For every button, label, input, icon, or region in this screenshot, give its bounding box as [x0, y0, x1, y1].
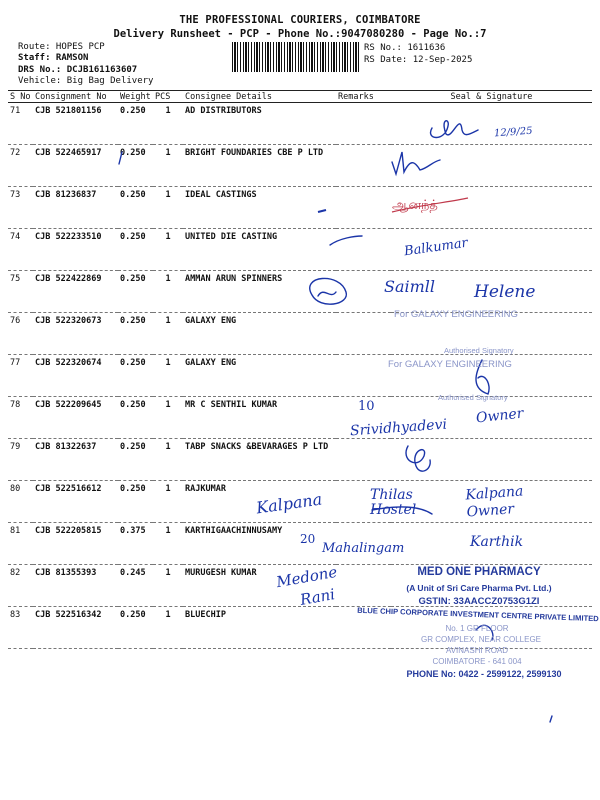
row-remarks	[336, 439, 391, 481]
handwritten-80-c: Kalpana Owner	[464, 483, 524, 521]
drs-number: DRS No.: DCJB161163607	[18, 65, 138, 75]
row-sno: 74	[8, 229, 33, 271]
row-remarks	[336, 103, 391, 145]
handwritten-name-75: Saimll	[384, 277, 436, 296]
row-consignee: KARTHIGAACHINNUSAMY	[183, 523, 336, 565]
row-sno: 79	[8, 439, 33, 481]
col-pcs: PCS	[153, 91, 183, 103]
row-consignment: CJB 81322637	[33, 439, 118, 481]
row-sno: 75	[8, 271, 33, 313]
handwritten-date-71: 12/9/25	[493, 125, 533, 140]
row-remarks	[336, 229, 391, 271]
row-sno: 72	[8, 145, 33, 187]
col-consignment: Consignment No	[33, 91, 118, 103]
company-title: THE PROFESSIONAL COURIERS, COIMBATORE	[179, 14, 421, 26]
row-consignee: GALAXY ENG	[183, 313, 336, 355]
medone-stamp-title: MED ONE PHARMACY	[417, 566, 541, 578]
row-weight: 0.250	[118, 355, 153, 397]
row-consignment: CJB 522465917	[33, 145, 118, 187]
galaxy-stamp-1: For GALAXY ENGINEERING	[394, 309, 518, 320]
row-pcs: 1	[153, 523, 183, 565]
row-consignee: IDEAL CASTINGS	[183, 187, 336, 229]
galaxy-auth-1: Authorised Signatory	[444, 346, 514, 355]
row-consignee: MURUGESH KUMAR	[183, 565, 336, 607]
row-consignment: CJB 522233510	[33, 229, 118, 271]
table-row	[8, 229, 592, 271]
table-header-row	[8, 91, 592, 103]
col-consignee: Consignee Details	[183, 91, 336, 103]
handwritten-name-78: Srividhyadevi	[349, 416, 448, 440]
row-consignment: CJB 522422869	[33, 271, 118, 313]
row-consignment: CJB 81355393	[33, 565, 118, 607]
row-weight: 0.250	[118, 607, 153, 649]
row-consignee: MR C SENTHIL KUMAR	[183, 397, 336, 439]
handwritten-name2-75: Helene	[474, 282, 536, 302]
row-consignment: CJB 522205815	[33, 523, 118, 565]
row-pcs: 1	[153, 187, 183, 229]
row-consignee: BRIGHT FOUNDARIES CBE P LTD	[183, 145, 336, 187]
row-pcs: 1	[153, 271, 183, 313]
row-consignee: AMMAN ARUN SPINNERS	[183, 271, 336, 313]
row-remarks	[336, 187, 391, 229]
row-consignment: CJB 81236837	[33, 187, 118, 229]
row-sno: 76	[8, 313, 33, 355]
row-weight: 0.250	[118, 229, 153, 271]
col-remarks: Remarks	[336, 91, 391, 103]
bluechip-stamp-phone: PHONE No: 0422 - 2599122, 2599130	[406, 669, 562, 679]
row-weight: 0.250	[118, 397, 153, 439]
barcode	[232, 42, 360, 72]
handwritten-number-78: 10	[358, 399, 375, 414]
row-remarks	[336, 313, 391, 355]
row-seal-signature	[391, 145, 592, 187]
row-consignment: CJB 522209645	[33, 397, 118, 439]
row-pcs: 1	[153, 565, 183, 607]
handwritten-role-78: Owner	[475, 405, 525, 427]
handwritten-name-73: ஆனந்த்	[392, 198, 438, 213]
row-weight: 0.250	[118, 103, 153, 145]
row-pcs: 1	[153, 229, 183, 271]
table-row	[8, 145, 592, 187]
row-consignment: CJB 522320674	[33, 355, 118, 397]
handwritten-name-74: Balkumar	[403, 235, 469, 260]
col-seal-signature: Seal & Signature	[391, 91, 592, 103]
row-pcs: 1	[153, 439, 183, 481]
handwritten-80-a: Kalpana	[255, 489, 324, 518]
row-weight: 0.250	[118, 145, 153, 187]
row-weight: 0.250	[118, 439, 153, 481]
galaxy-stamp-2: For GALAXY ENGINEERING	[388, 359, 512, 370]
medone-stamp-sub: (A Unit of Sri Care Pharma Pvt. Ltd.)	[406, 583, 552, 593]
row-weight: 0.375	[118, 523, 153, 565]
handwritten-name-81: Mahalingam	[322, 541, 405, 556]
bluechip-stamp-title: BLUE CHIP CORPORATE INVESTMENT CENTRE PRIVATE LIMITED	[357, 605, 599, 624]
row-consignee: RAJKUMAR	[183, 481, 336, 523]
handwritten-82-a: Medone	[274, 562, 339, 592]
staff-label: Staff: RAMSON	[18, 53, 89, 63]
rs-number: RS No.: 1611636	[364, 43, 446, 53]
rs-date: RS Date: 12-Sep-2025	[364, 55, 473, 65]
row-remarks	[336, 271, 391, 313]
row-seal-signature	[391, 103, 592, 145]
row-sno: 81	[8, 523, 33, 565]
row-pcs: 1	[153, 355, 183, 397]
row-pcs: 1	[153, 481, 183, 523]
handwritten-82-b: Rani	[298, 585, 337, 609]
bluechip-stamp-line3: AVINASHI ROAD	[445, 646, 509, 655]
bluechip-stamp-line4: COIMBATORE - 641 004	[432, 657, 522, 666]
row-weight: 0.250	[118, 481, 153, 523]
runsheet-subtitle: Delivery Runsheet - PCP - Phone No.:9047080280 - Page No.:7	[113, 28, 487, 40]
medone-stamp-gstin: GSTIN: 33AACCZ0753G1ZI	[418, 596, 540, 607]
row-weight: 0.250	[118, 313, 153, 355]
row-pcs: 1	[153, 145, 183, 187]
row-consignee: UNITED DIE CASTING	[183, 229, 336, 271]
table-row	[8, 439, 592, 481]
galaxy-auth-2: Authorised Signatory	[438, 393, 508, 402]
row-pcs: 1	[153, 397, 183, 439]
row-sno: 83	[8, 607, 33, 649]
row-consignment: CJB 522516342	[33, 607, 118, 649]
row-consignee: AD DISTRIBUTORS	[183, 103, 336, 145]
row-pcs: 1	[153, 607, 183, 649]
row-pcs: 1	[153, 103, 183, 145]
ink-mark-bottom	[550, 716, 552, 722]
row-consignee: BLUECHIP	[183, 607, 336, 649]
row-sno: 73	[8, 187, 33, 229]
row-seal-signature	[391, 439, 592, 481]
route-label: Route: HOPES PCP	[18, 42, 105, 52]
row-sno: 82	[8, 565, 33, 607]
col-sno: S No	[8, 91, 33, 103]
row-consignment: CJB 522516612	[33, 481, 118, 523]
row-remarks	[336, 355, 391, 397]
row-consignee: GALAXY ENG	[183, 355, 336, 397]
handwritten-number-81: 20	[300, 532, 316, 546]
row-sno: 80	[8, 481, 33, 523]
row-consignment: CJB 522320673	[33, 313, 118, 355]
row-weight: 0.245	[118, 565, 153, 607]
row-sno: 78	[8, 397, 33, 439]
row-remarks	[336, 145, 391, 187]
row-consignment: CJB 521801156	[33, 103, 118, 145]
vehicle-label: Vehicle: Big Bag Delivery	[18, 76, 154, 86]
row-pcs: 1	[153, 313, 183, 355]
row-weight: 0.250	[118, 271, 153, 313]
table-row	[8, 187, 592, 229]
row-sno: 77	[8, 355, 33, 397]
handwritten-80-b: Thilas Hostel	[370, 487, 417, 518]
col-weight: Weight	[118, 91, 153, 103]
bluechip-stamp-line1: No. 1 GR FLOOR	[445, 624, 509, 633]
bluechip-stamp-line2: GR COMPLEX, NEAR COLLEGE	[420, 635, 542, 644]
handwritten-name2-81: Karthik	[470, 534, 524, 550]
row-consignee: TABP SNACKS &BEVARAGES P LTD	[183, 439, 336, 481]
row-sno: 71	[8, 103, 33, 145]
row-weight: 0.250	[118, 187, 153, 229]
